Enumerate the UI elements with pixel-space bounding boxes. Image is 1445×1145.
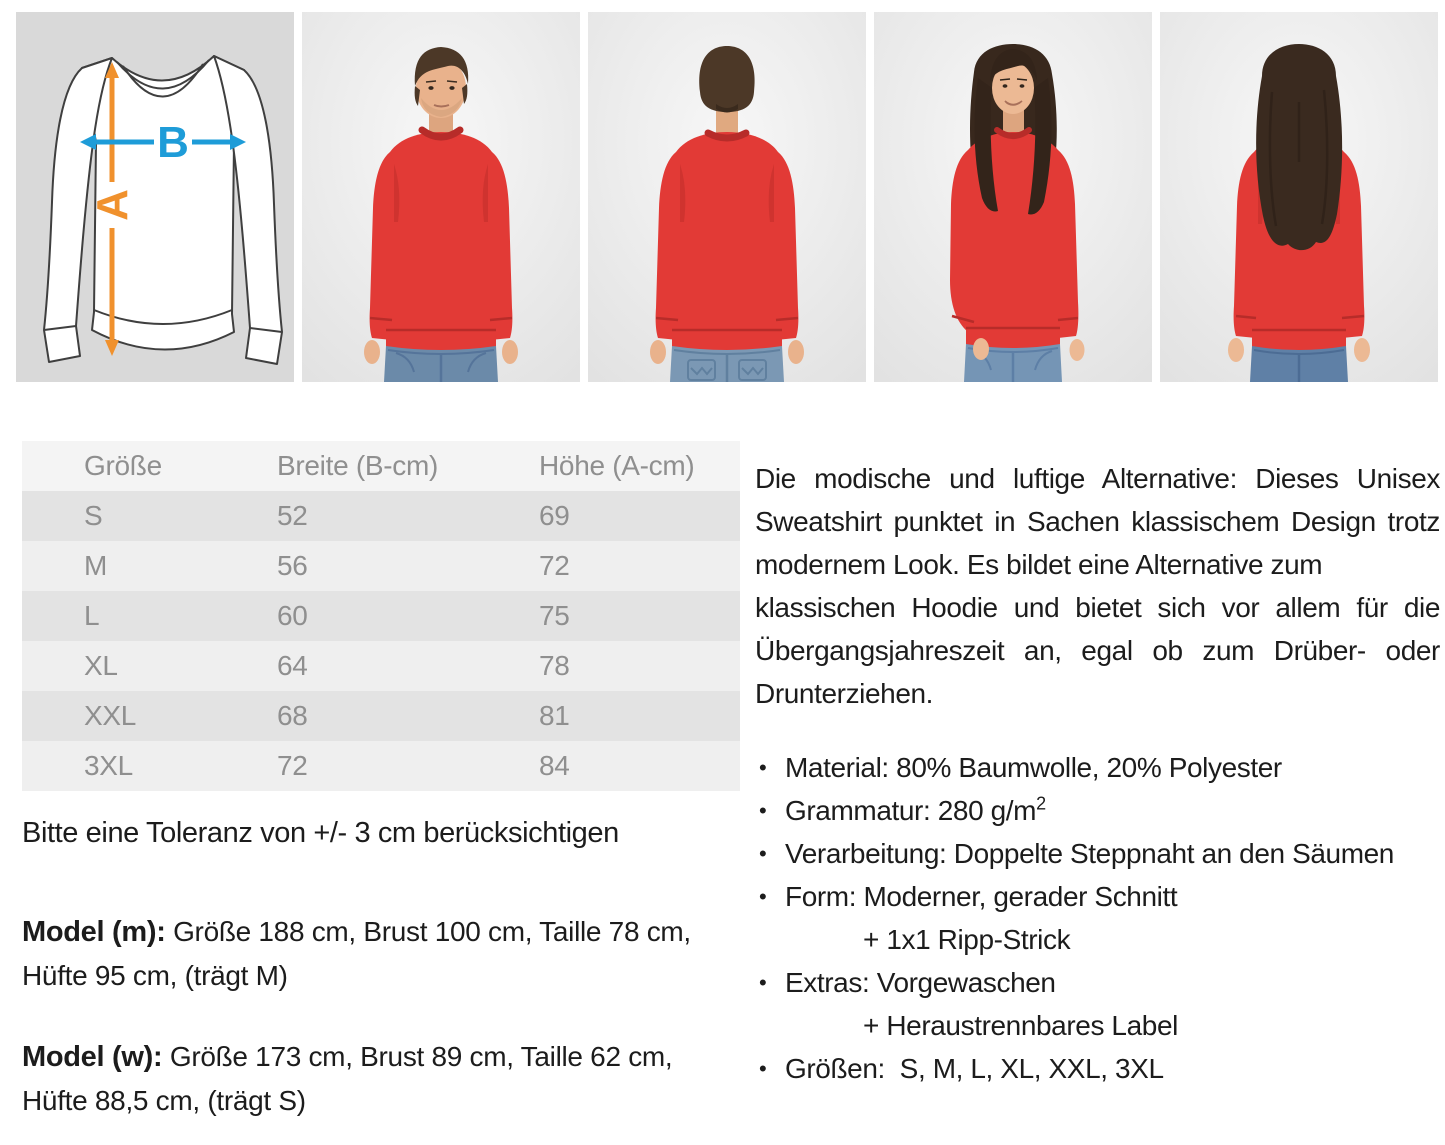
breite-cell: 56 [277,550,308,581]
photo-male-model-back [588,12,866,382]
hoehe-cell: 78 [539,650,570,681]
size-diagram [16,12,294,382]
size-cell: M [84,550,108,581]
feature-item-grammatur: • Grammatur: 280 $g/m^2$ [755,789,1440,832]
model-m-info [22,910,722,997]
gallery [0,0,1445,382]
superscript-2: 2 [1036,793,1046,814]
hoehe-cell: 69 [539,500,570,531]
size-cell: L [84,600,100,631]
bullet-dot-icon: • [759,884,767,909]
model-w-info [22,1035,722,1122]
table-row [22,741,740,791]
bullet-dot-icon: • [759,798,767,823]
feature-item-groessen: • Größen: S, M, L, XL, XXL, 3XL [755,1047,1440,1090]
female-model-front-illustration [874,12,1152,382]
size-cell: XXL [84,700,137,731]
photo-female-model-front [874,12,1152,382]
size-cell: XL [84,650,118,681]
female-model-back-illustration [1160,12,1438,382]
breite-cell: 52 [277,500,308,531]
description-line: Übergangsjahreszeit an, egal ob zum Drüber- oder [755,635,1440,666]
table-row [22,691,740,741]
model-m-line1: Model (m): Größe 188 cm, Brust 100 cm, Taille 78 cm, [22,916,691,948]
bullet-dot-icon: • [759,841,767,866]
feature-item-extras-cont: + Heraustrennbares Label [863,1010,1178,1041]
product-description [755,457,1440,715]
description-line: Die modische und luftige Alternative: Dieses Unisex [755,463,1440,494]
feature-item-material: • Material: 80% Baumwolle, 20% Polyester [755,746,1440,789]
header-hoehe: Höhe (A-cm) [539,450,695,481]
size-cell: 3XL [84,750,133,781]
bullet-dot-icon: • [759,970,767,995]
breite-cell: 68 [277,700,308,731]
hoehe-cell: 81 [539,700,570,731]
model-m-line2: Hüfte 95 cm, (trägt M) [22,960,288,991]
header-groesse: Größe [84,450,162,481]
model-w-line1: Model (w): Größe 173 cm, Brust 89 cm, Taille 62 cm, [22,1041,673,1073]
description-line: Sweatshirt punktet in Sachen klassischem Design trotz [755,506,1440,537]
tolerance-note: Bitte eine Toleranz von +/- 3 cm berücksichtigen [22,817,619,849]
hoehe-cell: 72 [539,550,570,581]
size-table [22,441,740,791]
measure-label-a: A [88,189,137,221]
table-row [22,491,740,541]
breite-cell: 60 [277,600,308,631]
sweatshirt-measure-diagram-icon [16,12,294,382]
table-row [22,641,740,691]
photo-female-model-back [1160,12,1438,382]
breite-cell: 64 [277,650,308,681]
table-row [22,591,740,641]
model-m-label: Model (m): [22,916,166,948]
feature-item-extras: • Extras: Vorgewaschen + Heraustrennbares Label [755,961,1440,1047]
right-column [755,441,1440,1122]
feature-item-verarbeitung: • Verarbeitung: Doppelte Steppnaht an den Säumen [755,832,1440,875]
hoehe-cell: 84 [539,750,570,781]
model-w-line2: Hüfte 88,5 cm, (trägt S) [22,1085,306,1116]
header-breite: Breite (B-cm) [277,450,438,481]
table-row [22,541,740,591]
content-area [0,382,1445,1122]
feature-item-form-cont: + 1x1 Ripp-Strick [863,924,1071,955]
model-w-label: Model (w): [22,1041,163,1073]
male-model-back-illustration [588,12,866,382]
bullet-dot-icon: • [759,1056,767,1081]
description-line: klassischen Hoodie und bietet sich vor allem für die [755,592,1440,623]
measure-label-b: B [157,118,189,167]
description-line: Drunterziehen. [755,678,934,709]
size-table-header-row [22,441,740,491]
features-list [755,746,1440,1090]
feature-item-form: • Form: Moderner, gerader Schnitt + 1x1 Ripp-Strick [755,875,1440,961]
left-column [22,441,740,1122]
hoehe-cell: 75 [539,600,570,631]
male-model-front-illustration [302,12,580,382]
bullet-dot-icon: • [759,755,767,780]
size-cell: S [84,500,103,531]
description-line: modernem Look. Es bildet eine Alternative zum [755,549,1323,580]
photo-male-model-front [302,12,580,382]
breite-cell: 72 [277,750,308,781]
